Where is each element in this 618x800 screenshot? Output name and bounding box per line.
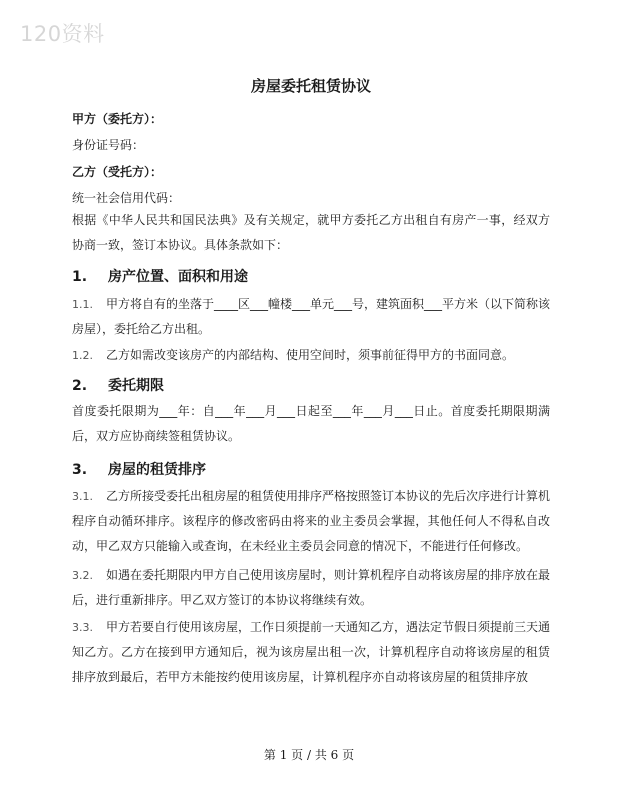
section-number: 2. bbox=[72, 378, 88, 394]
page-footer: 第 1 页 / 共 6 页 bbox=[263, 748, 355, 762]
clause-number: 3.1. bbox=[72, 490, 93, 503]
party-b-code-label: 统一社会信用代码： bbox=[72, 191, 181, 205]
clause bbox=[72, 563, 550, 613]
clause-text: 甲方若要自行使用该房屋，工作日须提前一天通知乙方，遇法定节假日须提前三天通知乙方。乙方在接到甲方通知后，视为该房屋出租一次，计算机程序自动将该房屋的租赁排序放到最后，若甲方未能按约使用该房屋，计算机程序亦自动将该房屋的租赁排序放 bbox=[72, 620, 551, 684]
section-heading bbox=[72, 375, 164, 395]
section-title: 房屋的租赁排序 bbox=[108, 462, 206, 478]
clause bbox=[72, 292, 550, 342]
clause bbox=[72, 615, 550, 690]
section-title: 房产位置、面积和用途 bbox=[108, 269, 248, 285]
clause-text: 乙方所接受委托出租房屋的租赁使用排序严格按照签订本协议的先后次序进行计算机程序自动循环排序。该程序的修改密码由将来的业主委员会掌握，其他任何人不得私自改动，甲乙双方只能输入或查询，在未经业主委员会同意的情况下，不能进行任何修改。 bbox=[72, 489, 551, 553]
clause-number: 3.3. bbox=[72, 621, 93, 634]
section-number: 1. bbox=[72, 269, 88, 285]
clause-text: 乙方如需改变该房产的内部结构、使用空间时，须事前征得甲方的书面同意。 bbox=[106, 348, 515, 362]
section-title: 委托期限 bbox=[108, 378, 164, 394]
party-a-id-label: 身份证号码： bbox=[72, 138, 145, 152]
clause-number: 3.2. bbox=[72, 569, 93, 582]
section-heading bbox=[72, 459, 206, 479]
clause-number: 1.2. bbox=[72, 349, 93, 362]
clause bbox=[72, 484, 550, 559]
clause-text: 甲方将自有的坐落于____区___幢楼___单元___号，建筑面积___平方米（以下简称该房屋），委托给乙方出租。 bbox=[72, 297, 551, 336]
document-title: 房屋委托租赁协议 bbox=[250, 77, 371, 95]
watermark: 120资料 bbox=[20, 22, 105, 46]
section-body: 首度委托限期为___年：自___年___月___日起至___年___月___日止。首度委托期限期满后，双方应协商续签租赁协议。 bbox=[72, 404, 550, 443]
clause-text: 如遇在委托期限内甲方自己使用该房屋时，则计算机程序自动将该房屋的排序放在最后，进行重新排序。甲乙双方签订的本协议将继续有效。 bbox=[72, 568, 551, 607]
party-b-label: 乙方（受托方）： bbox=[72, 165, 163, 179]
section-number: 3. bbox=[72, 462, 88, 478]
party-a-label: 甲方（委托方）： bbox=[72, 112, 163, 126]
intro-paragraph: 根据《中华人民共和国民法典》及有关规定，就甲方委托乙方出租自有房产一事，经双方协商一致，签订本协议。具体条款如下： bbox=[72, 213, 550, 252]
section-heading bbox=[72, 266, 248, 286]
clause bbox=[72, 343, 550, 368]
clause-number: 1.1. bbox=[72, 298, 93, 311]
